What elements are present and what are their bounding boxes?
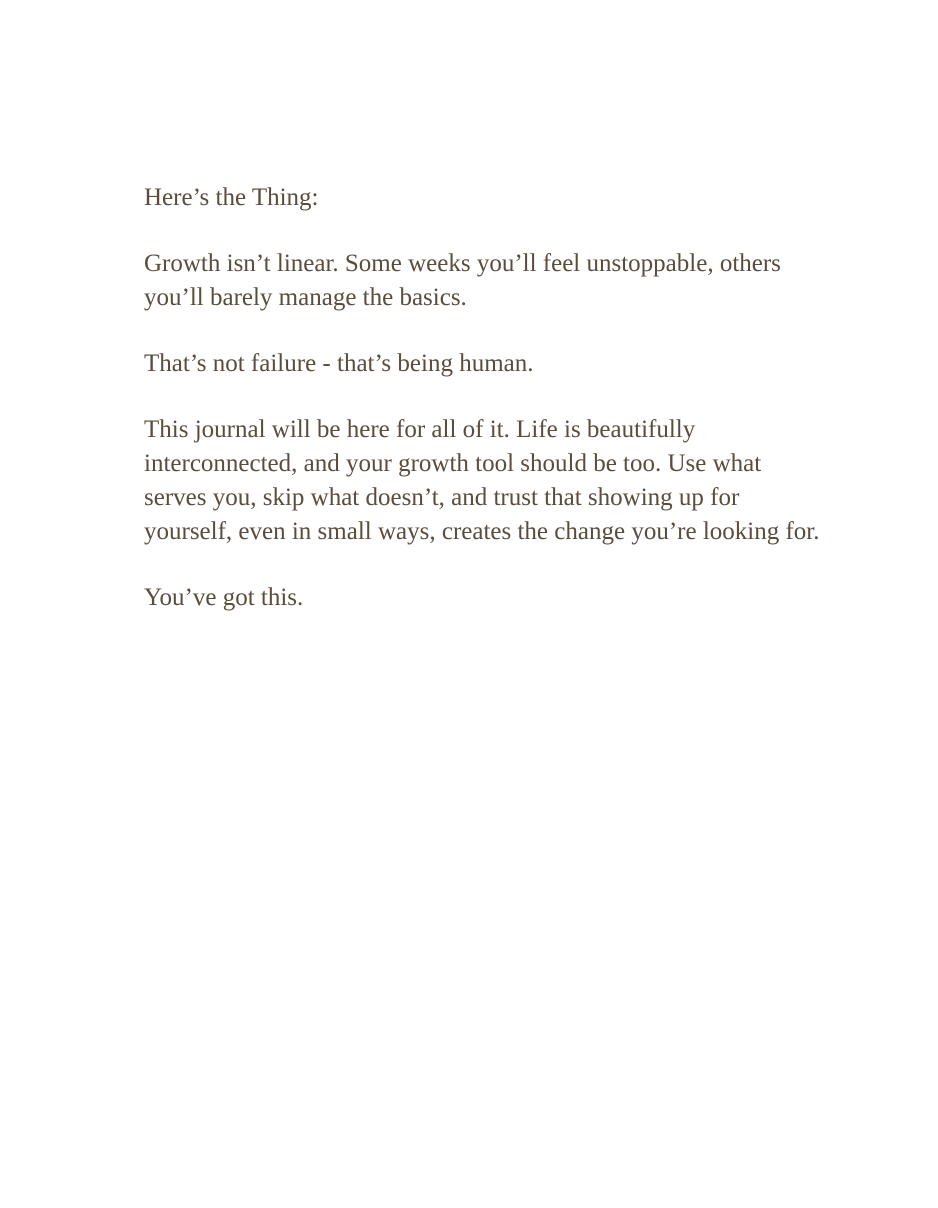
page-content bbox=[144, 181, 824, 647]
paragraph-human: That’s not failure - that’s being human. bbox=[144, 350, 534, 377]
paragraph-growth: Growth isn’t linear. Some weeks you’ll feel unstoppable, others you’ll barely manage the basics. bbox=[144, 250, 781, 311]
paragraph-journal: This journal will be here for all of it. Life is beautifully interconnected, and your growth tool should be too. Use what serves you, skip what doesn’t, and trust that showing up for yourself, even in small ways, creates the change you’re looking for. bbox=[144, 416, 820, 545]
paragraph-closing: You’ve got this. bbox=[144, 584, 304, 611]
section-heading: Here’s the Thing: bbox=[144, 184, 319, 211]
